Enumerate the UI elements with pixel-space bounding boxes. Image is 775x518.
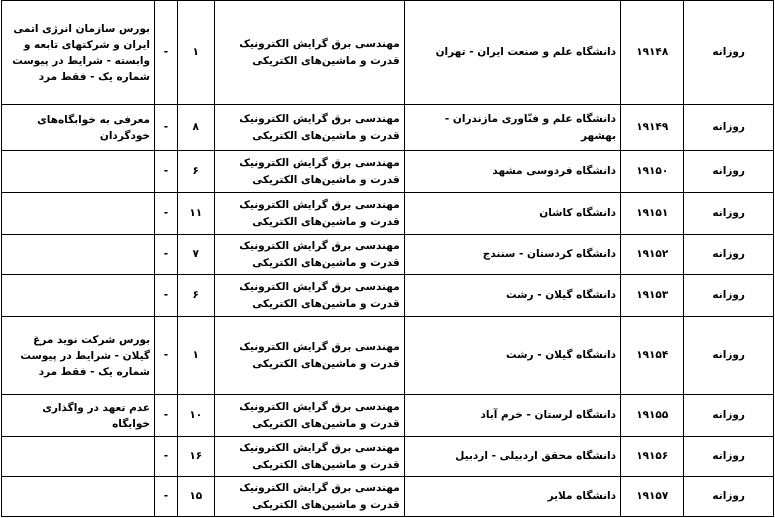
- dash-cell: -: [155, 1, 178, 105]
- course-type-cell: روزانه: [684, 1, 774, 105]
- university-cell: دانشگاه علم و فنّاوری مازندران - بهشهر: [404, 105, 620, 151]
- note-cell: بورس شرکت نوید مرغ گیلان - شرایط در پیوست شماره یک - فقط مرد: [2, 317, 155, 395]
- dash-cell: -: [155, 317, 178, 395]
- table-row: [2, 1, 774, 105]
- table-row: [2, 275, 774, 317]
- code-cell: ۱۹۱۵۳: [621, 275, 684, 317]
- code-cell: ۱۹۱۵۰: [621, 151, 684, 193]
- dash-cell: -: [155, 437, 178, 477]
- course-type-cell: روزانه: [684, 275, 774, 317]
- course-type-cell: روزانه: [684, 235, 774, 275]
- capacity-cell: ۸: [177, 105, 214, 151]
- university-cell: دانشگاه ملایر: [404, 477, 620, 517]
- table-row: [2, 437, 774, 477]
- table-row: [2, 317, 774, 395]
- university-cell: دانشگاه علم و صنعت ایران - تهران: [404, 1, 620, 105]
- capacity-cell: ۱۱: [177, 193, 214, 235]
- field-cell: مهندسی برق گرایش الکترونیک قدرت و ماشین‌های الکتریکی: [214, 235, 404, 275]
- university-cell: دانشگاه فردوسی مشهد: [404, 151, 620, 193]
- dash-cell: -: [155, 395, 178, 437]
- note-cell: [2, 235, 155, 275]
- admissions-table: [1, 0, 774, 517]
- table-row: [2, 477, 774, 517]
- field-cell: مهندسی برق گرایش الکترونیک قدرت و ماشین‌های الکتریکی: [214, 193, 404, 235]
- university-cell: دانشگاه گیلان - رشت: [404, 275, 620, 317]
- course-type-cell: روزانه: [684, 151, 774, 193]
- field-cell: مهندسی برق گرایش الکترونیک قدرت و ماشین‌های الکتریکی: [214, 437, 404, 477]
- note-cell: [2, 151, 155, 193]
- table-row: [2, 395, 774, 437]
- code-cell: ۱۹۱۴۸: [621, 1, 684, 105]
- capacity-cell: ۶: [177, 151, 214, 193]
- table-row: [2, 151, 774, 193]
- field-cell: مهندسی برق گرایش الکترونیک قدرت و ماشین‌های الکتریکی: [214, 477, 404, 517]
- code-cell: ۱۹۱۵۱: [621, 193, 684, 235]
- course-type-cell: روزانه: [684, 105, 774, 151]
- capacity-cell: ۷: [177, 235, 214, 275]
- course-type-cell: روزانه: [684, 317, 774, 395]
- table-row: [2, 105, 774, 151]
- field-cell: مهندسی برق گرایش الکترونیک قدرت و ماشین‌های الکتریکی: [214, 395, 404, 437]
- code-cell: ۱۹۱۵۲: [621, 235, 684, 275]
- university-cell: دانشگاه کاشان: [404, 193, 620, 235]
- capacity-cell: ۱: [177, 1, 214, 105]
- code-cell: ۱۹۱۵۶: [621, 437, 684, 477]
- capacity-cell: ۶: [177, 275, 214, 317]
- dash-cell: -: [155, 151, 178, 193]
- course-type-cell: روزانه: [684, 477, 774, 517]
- note-cell: معرفی به خوابگاه‌های خودگردان: [2, 105, 155, 151]
- field-cell: مهندسی برق گرایش الکترونیک قدرت و ماشین‌های الکتریکی: [214, 275, 404, 317]
- code-cell: ۱۹۱۵۷: [621, 477, 684, 517]
- capacity-cell: ۱: [177, 317, 214, 395]
- university-cell: دانشگاه کردستان - سنندج: [404, 235, 620, 275]
- capacity-cell: ۱۵: [177, 477, 214, 517]
- note-cell: عدم تعهد در واگذاری خوابگاه: [2, 395, 155, 437]
- university-cell: دانشگاه محقق اردبیلی - اردبیل: [404, 437, 620, 477]
- dash-cell: -: [155, 105, 178, 151]
- note-cell: [2, 477, 155, 517]
- course-type-cell: روزانه: [684, 193, 774, 235]
- capacity-cell: ۱۰: [177, 395, 214, 437]
- course-type-cell: روزانه: [684, 395, 774, 437]
- dash-cell: -: [155, 193, 178, 235]
- course-type-cell: روزانه: [684, 437, 774, 477]
- code-cell: ۱۹۱۴۹: [621, 105, 684, 151]
- capacity-cell: ۱۶: [177, 437, 214, 477]
- code-cell: ۱۹۱۵۴: [621, 317, 684, 395]
- university-cell: دانشگاه گیلان - رشت: [404, 317, 620, 395]
- dash-cell: -: [155, 477, 178, 517]
- table-row: [2, 235, 774, 275]
- admissions-table-body: [2, 1, 774, 517]
- field-cell: مهندسی برق گرایش الکترونیک قدرت و ماشین‌های الکتریکی: [214, 151, 404, 193]
- table-row: [2, 193, 774, 235]
- field-cell: مهندسی برق گرایش الکترونیک قدرت و ماشین‌های الکتریکی: [214, 105, 404, 151]
- field-cell: مهندسی برق گرایش الکترونیک قدرت و ماشین‌های الکتریکی: [214, 1, 404, 105]
- code-cell: ۱۹۱۵۵: [621, 395, 684, 437]
- note-cell: [2, 193, 155, 235]
- note-cell: [2, 437, 155, 477]
- note-cell: بورس سازمان انرژی اتمی ایران و شرکتهای تابعه و وابسته - شرایط در پیوست شماره یک - فقط مرد: [2, 1, 155, 105]
- note-cell: [2, 275, 155, 317]
- dash-cell: -: [155, 235, 178, 275]
- field-cell: مهندسی برق گرایش الکترونیک قدرت و ماشین‌های الکتریکی: [214, 317, 404, 395]
- university-cell: دانشگاه لرستان - خرم آباد: [404, 395, 620, 437]
- dash-cell: -: [155, 275, 178, 317]
